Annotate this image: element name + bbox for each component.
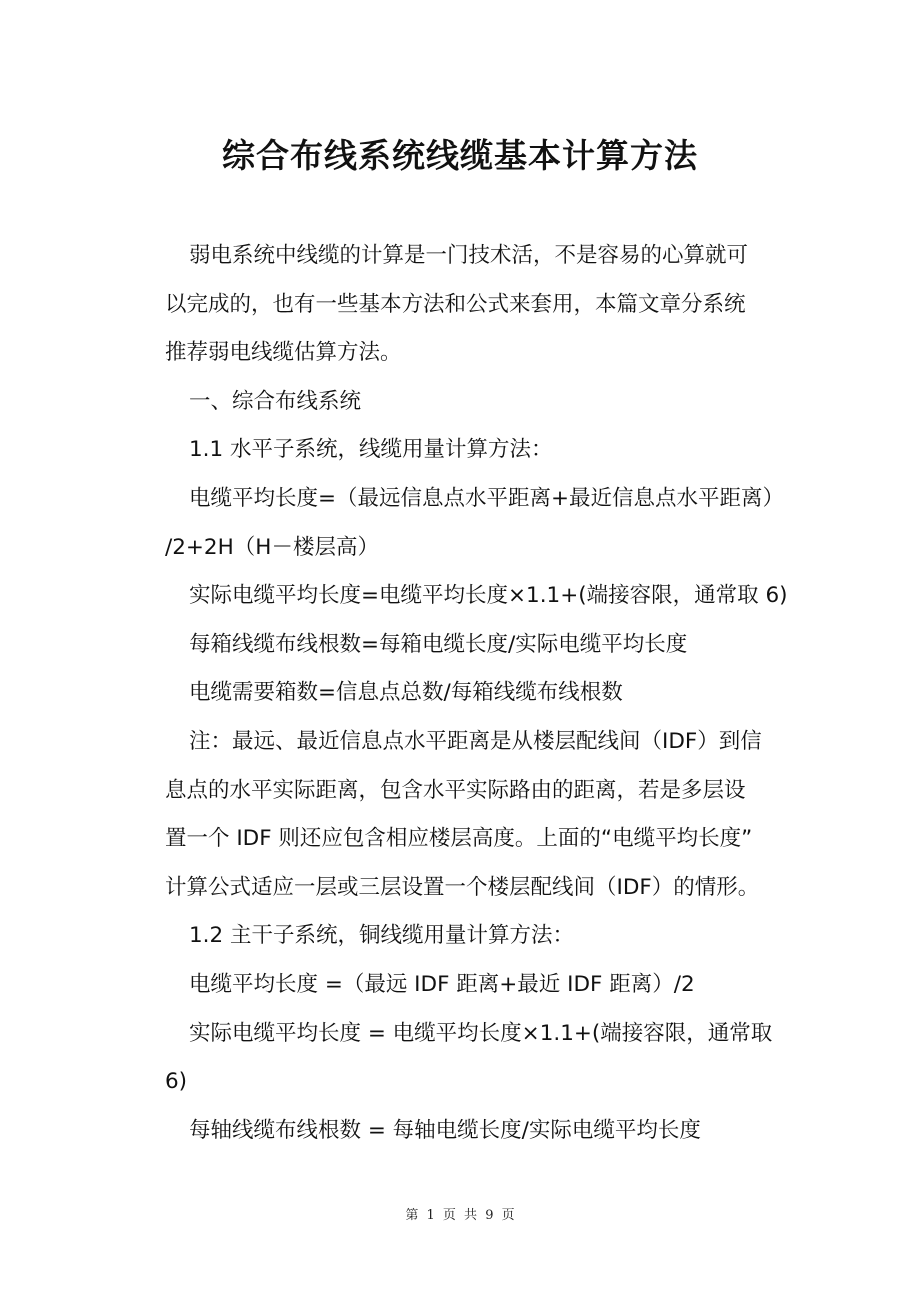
document-body: [165, 232, 805, 1155]
note-paragraph-line: 注：最远、最近信息点水平距离是从楼层配线间（IDF）到信: [189, 728, 762, 754]
page-footer: 第 1 页 共 9 页: [405, 1208, 515, 1223]
formula-line: /2+2H（H－楼层高）: [165, 534, 379, 560]
formula-line: 每箱线缆布线根数=每箱电缆长度/实际电缆平均长度: [189, 631, 688, 657]
formula-line: 实际电缆平均长度=电缆平均长度×1.1+(端接容限，通常取 6): [189, 583, 788, 609]
intro-paragraph-line: 以完成的，也有一些基本方法和公式来套用，本篇文章分系统: [165, 291, 746, 317]
subsection-heading: 1.1 水平子系统，线缆用量计算方法：: [189, 437, 553, 463]
formula-line: 电缆需要箱数=信息点总数/每箱线缆布线根数: [189, 680, 623, 706]
note-paragraph-line: 置一个 IDF 则还应包含相应楼层高度。上面的“电缆平均长度”: [165, 826, 753, 852]
intro-paragraph-line: 推荐弱电线缆估算方法。: [165, 340, 402, 366]
section-heading: 一、综合布线系统: [189, 388, 362, 414]
note-paragraph-line: 计算公式适应一层或三层设置一个楼层配线间（IDF）的情形。: [165, 874, 760, 900]
formula-line: 每轴线缆布线根数 = 每轴电缆长度/实际电缆平均长度: [189, 1117, 701, 1143]
document-title: 综合布线系统线缆基本计算方法: [222, 136, 698, 175]
intro-paragraph-line: 弱电系统中线缆的计算是一门技术活，不是容易的心算就可: [189, 243, 749, 268]
note-paragraph-line: 息点的水平实际距离，包含水平实际路由的距离，若是多层设: [165, 777, 746, 803]
formula-line: 实际电缆平均长度 = 电缆平均长度×1.1+(端接容限，通常取: [189, 1020, 773, 1046]
formula-line: 电缆平均长度 =（最远 IDF 距离+最近 IDF 距离）/2: [189, 971, 695, 997]
subsection-heading: 1.2 主干子系统，铜线缆用量计算方法：: [189, 923, 575, 949]
formula-line: 6): [165, 1069, 188, 1095]
formula-line: 电缆平均长度=（最远信息点水平距离+最近信息点水平距离）: [189, 485, 785, 511]
